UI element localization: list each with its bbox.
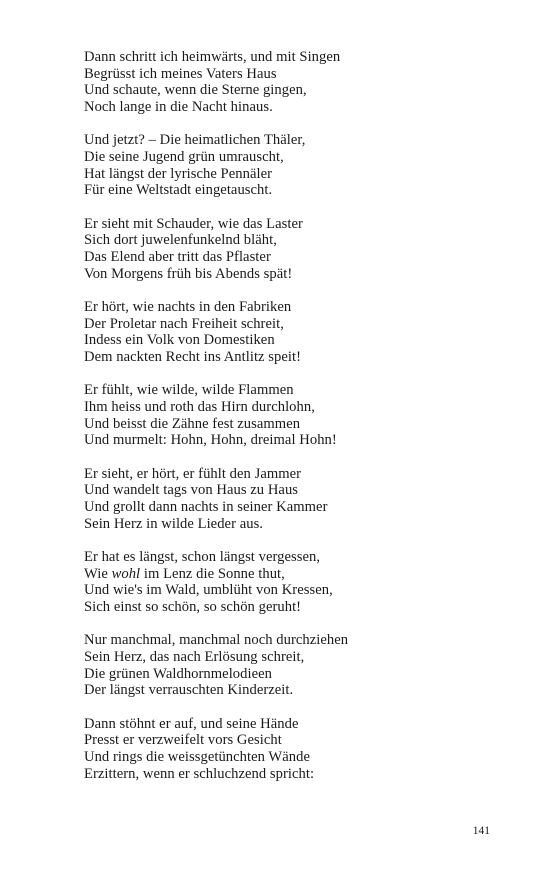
poem-line: Dann schritt ich heimwärts, und mit Singen xyxy=(84,49,341,65)
poem-line: Die seine Jugend grün umrauscht, xyxy=(84,149,284,166)
poem-line: Begrüsst ich meines Vaters Haus xyxy=(84,65,277,82)
stanza-3 xyxy=(84,216,484,283)
poem-line: Er hat es längst, schon längst vergessen, xyxy=(84,548,321,565)
page-number: 141 xyxy=(472,825,490,837)
stanza-6 xyxy=(84,466,484,533)
poem-line: Und schaute, wenn die Sterne gingen, xyxy=(84,82,307,99)
poem-body xyxy=(84,49,484,799)
poem-line: Der längst verrauschten Kinderzeit. xyxy=(84,682,294,699)
poem-line: Der Proletar nach Freiheit schreit, xyxy=(84,315,284,332)
stanza-7 xyxy=(84,549,484,616)
poem-line: Von Morgens früh bis Abends spät! xyxy=(84,265,293,282)
poem-line: Er fühlt, wie wilde, wilde Flammen xyxy=(84,382,294,399)
stanza-2 xyxy=(84,132,484,199)
poem-line: Er sieht, er hört, er fühlt den Jammer xyxy=(84,465,302,482)
poem-line: Und jetzt? – Die heimatlichen Thäler, xyxy=(84,132,306,149)
emphasized-word: wohl xyxy=(111,565,141,582)
poem-line: Er sieht mit Schauder, wie das Laster xyxy=(84,215,303,232)
poem-line: Nur manchmal, manchmal noch durchziehen xyxy=(84,632,349,649)
stanza-8 xyxy=(84,632,484,699)
poem-line: Sich dort juwelenfunkelnd bläht, xyxy=(84,232,277,249)
poem-line: Die grünen Waldhornmelodieen xyxy=(84,665,272,682)
line-text-before: Wie xyxy=(84,565,112,582)
stanza-9 xyxy=(84,716,484,783)
poem-line: Für eine Weltstadt eingetauscht. xyxy=(84,182,273,199)
poem-line: Erzittern, wenn er schluchzend spricht: xyxy=(84,765,315,782)
line-text-after: im Lenz die Sonne thut, xyxy=(140,565,285,582)
poem-line: Das Elend aber tritt das Pflaster xyxy=(84,249,271,266)
poem-line: Sein Herz in wilde Lieder aus. xyxy=(84,515,263,532)
poem-line: Und beisst die Zähne fest zusammen xyxy=(84,415,301,432)
poem-line-with-emphasis xyxy=(84,566,484,583)
poem-line: Sich einst so schön, so schön geruht! xyxy=(84,598,302,615)
poem-line: Und wandelt tags von Haus zu Haus xyxy=(84,482,299,499)
poem-line: Dann stöhnt er auf, und seine Hände xyxy=(84,715,299,732)
poem-line: Presst er verzweifelt vors Gesicht xyxy=(84,732,282,749)
stanza-1 xyxy=(84,49,484,116)
poem-line: Indess ein Volk von Domestiken xyxy=(84,332,275,349)
poem-line: Er hört, wie nachts in den Fabriken xyxy=(84,298,292,315)
poem-line: Und murmelt: Hohn, Hohn, dreimal Hohn! xyxy=(84,432,337,449)
stanza-5 xyxy=(84,382,484,449)
poem-line: Noch lange in die Nacht hinaus. xyxy=(84,99,273,116)
poem-line: Dem nackten Recht ins Antlitz speit! xyxy=(84,349,302,366)
stanza-4 xyxy=(84,299,484,366)
poem-line: Und rings die weissgetünchten Wände xyxy=(84,748,311,765)
poem-line: Ihm heiss und roth das Hirn durchlohn, xyxy=(84,398,315,415)
poem-line: Und grollt dann nachts in seiner Kammer xyxy=(84,498,328,515)
poem-line: Hat längst der lyrische Pennäler xyxy=(84,165,273,182)
poem-line: Sein Herz, das nach Erlösung schreit, xyxy=(84,648,305,665)
poem-line: Und wie's im Wald, umblüht von Kressen, xyxy=(84,582,333,599)
